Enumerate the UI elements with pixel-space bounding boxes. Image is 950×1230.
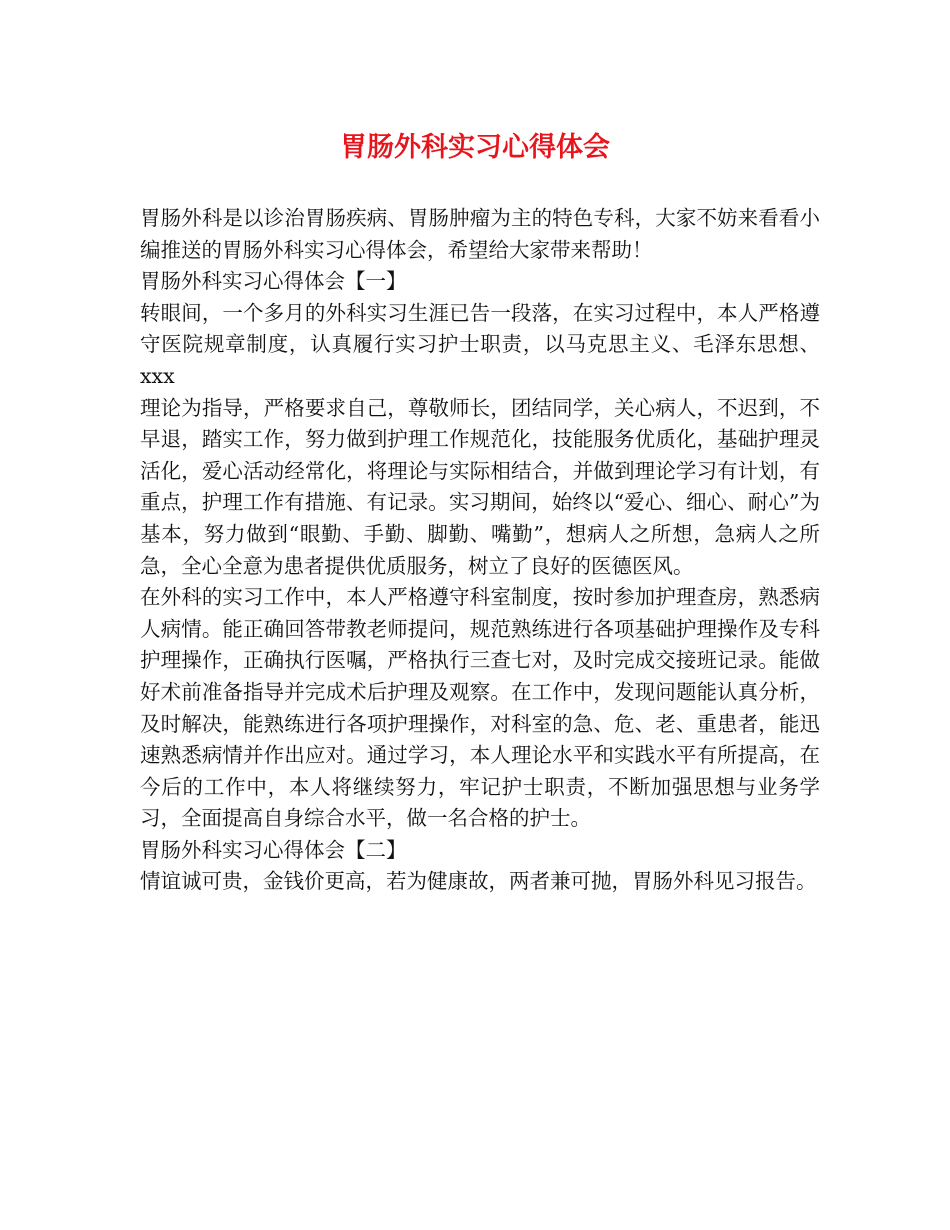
paragraph: 情谊诚可贵，金钱价更高，若为健康故，两者兼可抛，胃肠外科见习报告。 xyxy=(140,869,817,894)
document-title: 胃肠外科实习心得体会 xyxy=(340,132,610,163)
paragraph-intro: 胃肠外科是以诊治胃肠疾病、胃肠肿瘤为主的特色专科，大家不妨来看看小编推送的胃肠外科实习心得体会，希望给大家带来帮助！ xyxy=(140,206,820,262)
section-heading-1: 胃肠外科实习心得体会【一】 xyxy=(140,269,407,294)
paragraph: 在外科的实习工作中，本人严格遵守科室制度，按时参加护理查房，熟悉病人病情。能正确回答带教老师提问，规范熟练进行各项基础护理操作及专科护理操作，正确执行医嘱，严格执行三查七对，及时完成交接班记录。能做好术前准备指导并完成术后护理及观察。在工作中，发现问题能认真分析，及时解决，能熟练进行各项护理操作，对科室的急、危、老、重患者，能迅速熟悉病情并作出应对。通过学习，本人理论水平和实践水平有所提高，在今后的工作中，本人将继续努力，牢记护士职责，不断加强思想与业务学习，全面提高自身综合水平，做一名合格的护士。 xyxy=(140,585,820,831)
paragraph: 转眼间，一个多月的外科实习生涯已告一段落，在实习过程中，本人严格遵守医院规章制度，认真履行实习护士职责，以马克思主义、毛泽东思想、xxx xyxy=(140,300,820,388)
section-heading-2: 胃肠外科实习心得体会【二】 xyxy=(140,837,407,862)
document-body xyxy=(140,203,820,898)
paragraph: 理论为指导，严格要求自己，尊敬师长，团结同学，关心病人，不迟到，不早退，踏实工作，努力做到护理工作规范化，技能服务优质化，基础护理灵活化，爱心活动经常化，将理论与实际相结合，并做到理论学习有计划，有重点，护理工作有措施、有记录。实习期间，始终以“爱心、细心、耐心”为基本，努力做到“眼勤、手勤、脚勤、嘴勤”，想病人之所想，急病人之所急，全心全意为患者提供优质服务，树立了良好的医德医风。 xyxy=(140,395,820,578)
